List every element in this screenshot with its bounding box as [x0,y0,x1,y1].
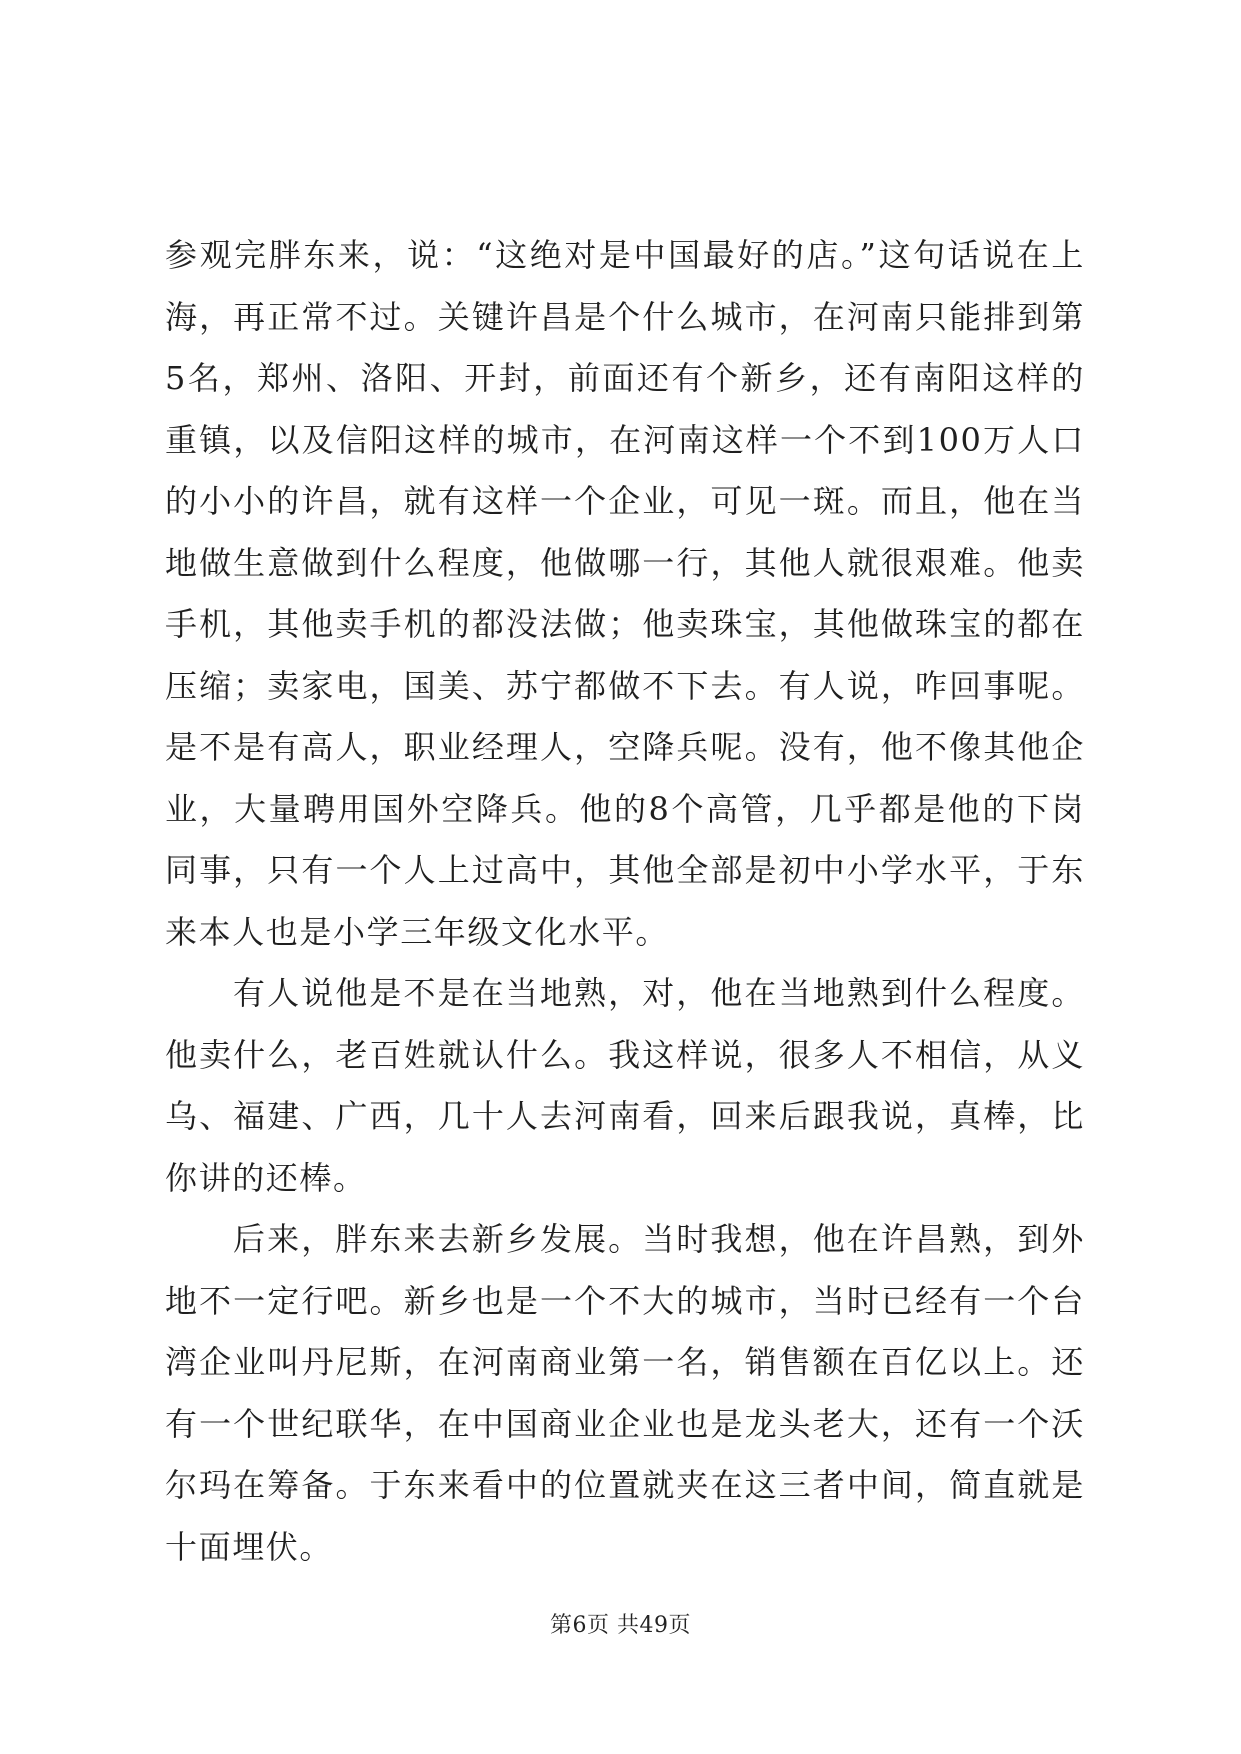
paragraph-1: 参观完胖东来，说：“这绝对是中国最好的店。”这句话说在上海，再正常不过。关键许昌是个什么城市，在河南只能排到第5名，郑州、洛阳、开封，前面还有个新乡，还有南阳这样的重镇，以及信阳这样的城市，在河南这样一个不到100万人口的小小的许昌，就有这样一个企业，可见一斑。而且，他在当地做生意做到什么程度，他做哪一行，其他人就很艰难。他卖手机，其他卖手机的都没法做；他卖珠宝，其他做珠宝的都在压缩；卖家电，国美、苏宁都做不下去。有人说，咋回事呢。是不是有高人，职业经理人，空降兵呢。没有，他不像其他企业，大量聘用国外空降兵。他的8个高管，几乎都是他的下岗同事，只有一个人上过高中，其他全部是初中小学水平，于东来本人也是小学三年级文化水平。 [165,236,1085,951]
paragraph-2: 有人说他是不是在当地熟，对，他在当地熟到什么程度。他卖什么，老百姓就认什么。我这样说，很多人不相信，从义乌、福建、广西，几十人去河南看，回来后跟我说，真棒，比你讲的还棒。 [165,974,1085,1197]
document-body [165,225,1085,1578]
paragraph-3: 后来，胖东来去新乡发展。当时我想，他在许昌熟，到外地不一定行吧。新乡也是一个不大的城市，当时已经有一个台湾企业叫丹尼斯，在河南商业第一名，销售额在百亿以上。还有一个世纪联华，在中国商业企业也是龙头老大，还有一个沃尔玛在筹备。于东来看中的位置就夹在这三者中间，简直就是十面埋伏。 [165,1220,1085,1566]
page-footer: 第6页 共49页 [550,1613,691,1638]
